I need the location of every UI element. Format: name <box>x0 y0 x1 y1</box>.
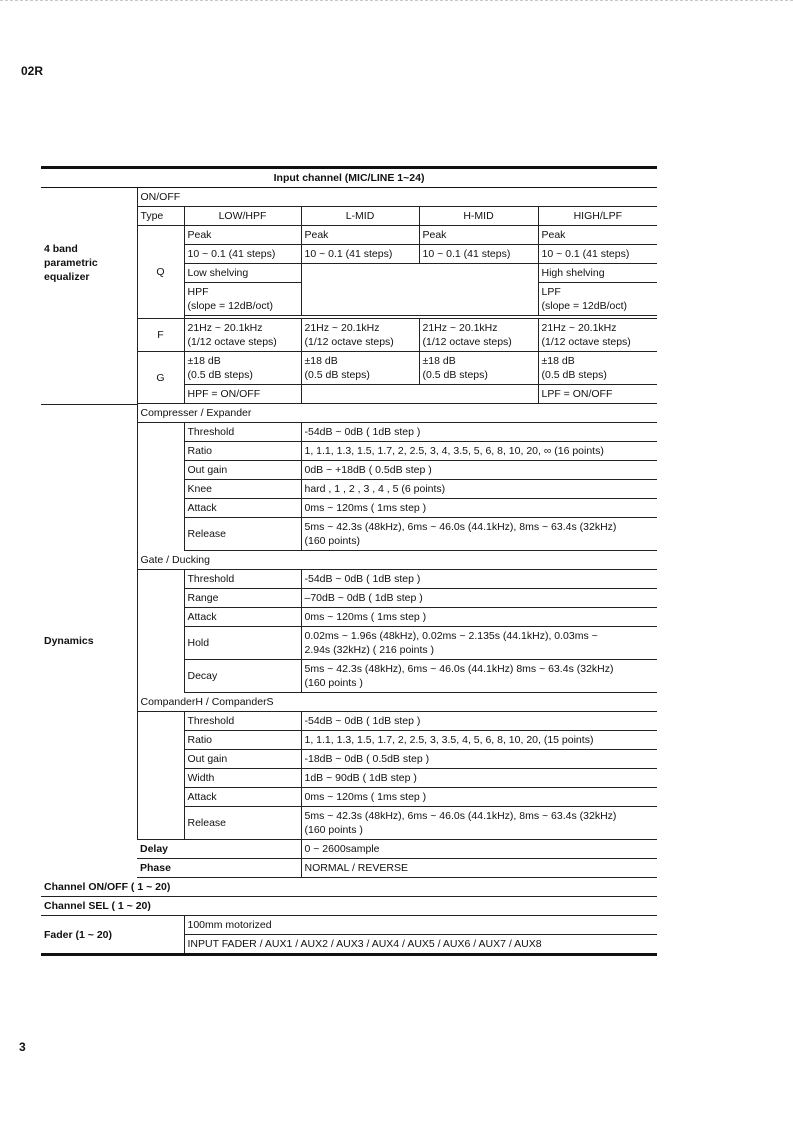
fader-value-motor: 100mm motorized <box>184 916 657 935</box>
compander-attack-value: 0ms ~ 120ms ( 1ms step ) <box>301 788 657 807</box>
compander-outgain-label: Out gain <box>184 750 301 769</box>
table-title-row <box>41 168 657 188</box>
eq-band-lmid: L-MID <box>301 207 419 226</box>
gate-threshold-label: Threshold <box>184 570 301 589</box>
compander-width-label: Width <box>184 769 301 788</box>
channel-onoff-label: Channel ON/OFF ( 1 ~ 20) <box>41 878 657 897</box>
compander-title: CompanderH / CompanderS <box>137 693 657 712</box>
phase-label: Phase <box>137 859 301 878</box>
gate-attack-label: Attack <box>184 608 301 627</box>
eq-hmid-peak: Peak <box>419 226 538 245</box>
model-label: 02R <box>21 64 44 78</box>
scan-edge <box>0 0 793 6</box>
compander-attack-label: Attack <box>184 788 301 807</box>
gate-hold-value: 0.02ms ~ 1.96s (48kHz), 0.02ms ~ 2.135s (44.1kHz), 0.03ms ~ 2.94s (32kHz) ( 216 points ) <box>301 627 657 660</box>
eq-low-shelving: Low shelving <box>184 264 301 283</box>
eq-lpf: LPF (slope = 12dB/oct) <box>538 283 657 316</box>
gate-attack-value: 0ms ~ 120ms ( 1ms step ) <box>301 608 657 627</box>
phase-value: NORMAL / REVERSE <box>301 859 657 878</box>
delay-value: 0 ~ 2600sample <box>301 840 657 859</box>
compander-threshold-label: Threshold <box>184 712 301 731</box>
eq-low-f: 21Hz ~ 20.1kHz (1/12 octave steps) <box>184 319 301 352</box>
eq-high-q-range: 10 ~ 0.1 (41 steps) <box>538 245 657 264</box>
eq-mid-onoff-empty <box>301 385 538 404</box>
fader-label: Fader (1 ~ 20) <box>41 916 184 955</box>
eq-high-peak: Peak <box>538 226 657 245</box>
gate-hold-label: Hold <box>184 627 301 660</box>
compander-release-value: 5ms ~ 42.3s (48kHz), 6ms ~ 46.0s (44.1kHz), 8ms ~ 63.4s (32kHz) (160 points ) <box>301 807 657 840</box>
gate-threshold-value: -54dB ~ 0dB ( 1dB step ) <box>301 570 657 589</box>
eq-low-q-range: 10 ~ 0.1 (41 steps) <box>184 245 301 264</box>
eq-band-hmid: H-MID <box>419 207 538 226</box>
dynamics-section-label: Dynamics <box>44 635 94 647</box>
eq-lmid-f: 21Hz ~ 20.1kHz (1/12 octave steps) <box>301 319 419 352</box>
eq-hpf-onoff: HPF = ON/OFF <box>184 385 301 404</box>
spec-table <box>41 166 657 956</box>
comp-outgain-value: 0dB ~ +18dB ( 0.5dB step ) <box>301 461 657 480</box>
comp-title: Compresser / Expander <box>137 404 657 423</box>
eq-g-label: G <box>137 352 184 404</box>
eq-band-low: LOW/HPF <box>184 207 301 226</box>
eq-lmid-g: ±18 dB (0.5 dB steps) <box>301 352 419 385</box>
eq-high-shelving: High shelving <box>538 264 657 283</box>
eq-hmid-q-range: 10 ~ 0.1 (41 steps) <box>419 245 538 264</box>
gate-decay-label: Decay <box>184 660 301 693</box>
fader-value-modes: INPUT FADER / AUX1 / AUX2 / AUX3 / AUX4 / AUX5 / AUX6 / AUX7 / AUX8 <box>184 935 657 955</box>
delay-label: Delay <box>137 840 301 859</box>
compander-threshold-value: -54dB ~ 0dB ( 1dB step ) <box>301 712 657 731</box>
eq-mid-empty <box>301 264 538 316</box>
comp-attack-value: 0ms ~ 120ms ( 1ms step ) <box>301 499 657 518</box>
comp-ratio-label: Ratio <box>184 442 301 461</box>
comp-outgain-label: Out gain <box>184 461 301 480</box>
eq-q-label: Q <box>137 226 184 319</box>
comp-ratio-value: 1, 1.1, 1.3, 1.5, 1.7, 2, 2.5, 3, 4, 3.5, 5, 6, 8, 10, 20, ∞ (16 points) <box>301 442 657 461</box>
eq-high-g: ±18 dB (0.5 dB steps) <box>538 352 657 385</box>
comp-knee-value: hard , 1 , 2 , 3 , 4 , 5 (6 points) <box>301 480 657 499</box>
channel-sel-label: Channel SEL ( 1 ~ 20) <box>41 897 657 916</box>
eq-lmid-peak: Peak <box>301 226 419 245</box>
eq-hpf: HPF (slope = 12dB/oct) <box>184 283 301 316</box>
comp-knee-label: Knee <box>184 480 301 499</box>
eq-lpf-onoff: LPF = ON/OFF <box>538 385 657 404</box>
comp-attack-label: Attack <box>184 499 301 518</box>
gate-decay-value: 5ms ~ 42.3s (48kHz), 6ms ~ 46.0s (44.1kHz) 8ms ~ 63.4s (32kHz) (160 points ) <box>301 660 657 693</box>
eq-onoff: ON/OFF <box>137 188 657 207</box>
eq-high-f: 21Hz ~ 20.1kHz (1/12 octave steps) <box>538 319 657 352</box>
table-title: Input channel (MIC/LINE 1~24) <box>41 168 657 188</box>
page-number: 3 <box>19 1040 26 1054</box>
eq-band-high: HIGH/LPF <box>538 207 657 226</box>
eq-lmid-q-range: 10 ~ 0.1 (41 steps) <box>301 245 419 264</box>
eq-section-label: 4 band parametric equalizer <box>41 188 137 405</box>
comp-threshold-value: -54dB ~ 0dB ( 1dB step ) <box>301 423 657 442</box>
eq-hmid-f: 21Hz ~ 20.1kHz (1/12 octave steps) <box>419 319 538 352</box>
eq-low-g: ±18 dB (0.5 dB steps) <box>184 352 301 385</box>
comp-threshold-label: Threshold <box>184 423 301 442</box>
compander-outgain-value: -18dB ~ 0dB ( 0.5dB step ) <box>301 750 657 769</box>
comp-indent <box>137 423 184 551</box>
eq-type-label: Type <box>137 207 184 226</box>
gate-range-label: Range <box>184 589 301 608</box>
compander-indent <box>137 712 184 840</box>
gate-indent <box>137 570 184 693</box>
eq-hmid-g: ±18 dB (0.5 dB steps) <box>419 352 538 385</box>
gate-title: Gate / Ducking <box>137 551 657 570</box>
compander-ratio-value: 1, 1.1, 1.3, 1.5, 1.7, 2, 2.5, 3, 3.5, 4, 5, 6, 8, 10, 20, (15 points) <box>301 731 657 750</box>
eq-low-peak: Peak <box>184 226 301 245</box>
gate-range-value: –70dB ~ 0dB ( 1dB step ) <box>301 589 657 608</box>
compander-release-label: Release <box>184 807 301 840</box>
eq-f-label: F <box>137 319 184 352</box>
comp-release-label: Release <box>184 518 301 551</box>
compander-ratio-label: Ratio <box>184 731 301 750</box>
compander-width-value: 1dB ~ 90dB ( 1dB step ) <box>301 769 657 788</box>
comp-release-value: 5ms ~ 42.3s (48kHz), 6ms ~ 46.0s (44.1kHz), 8ms ~ 63.4s (32kHz) (160 points) <box>301 518 657 551</box>
